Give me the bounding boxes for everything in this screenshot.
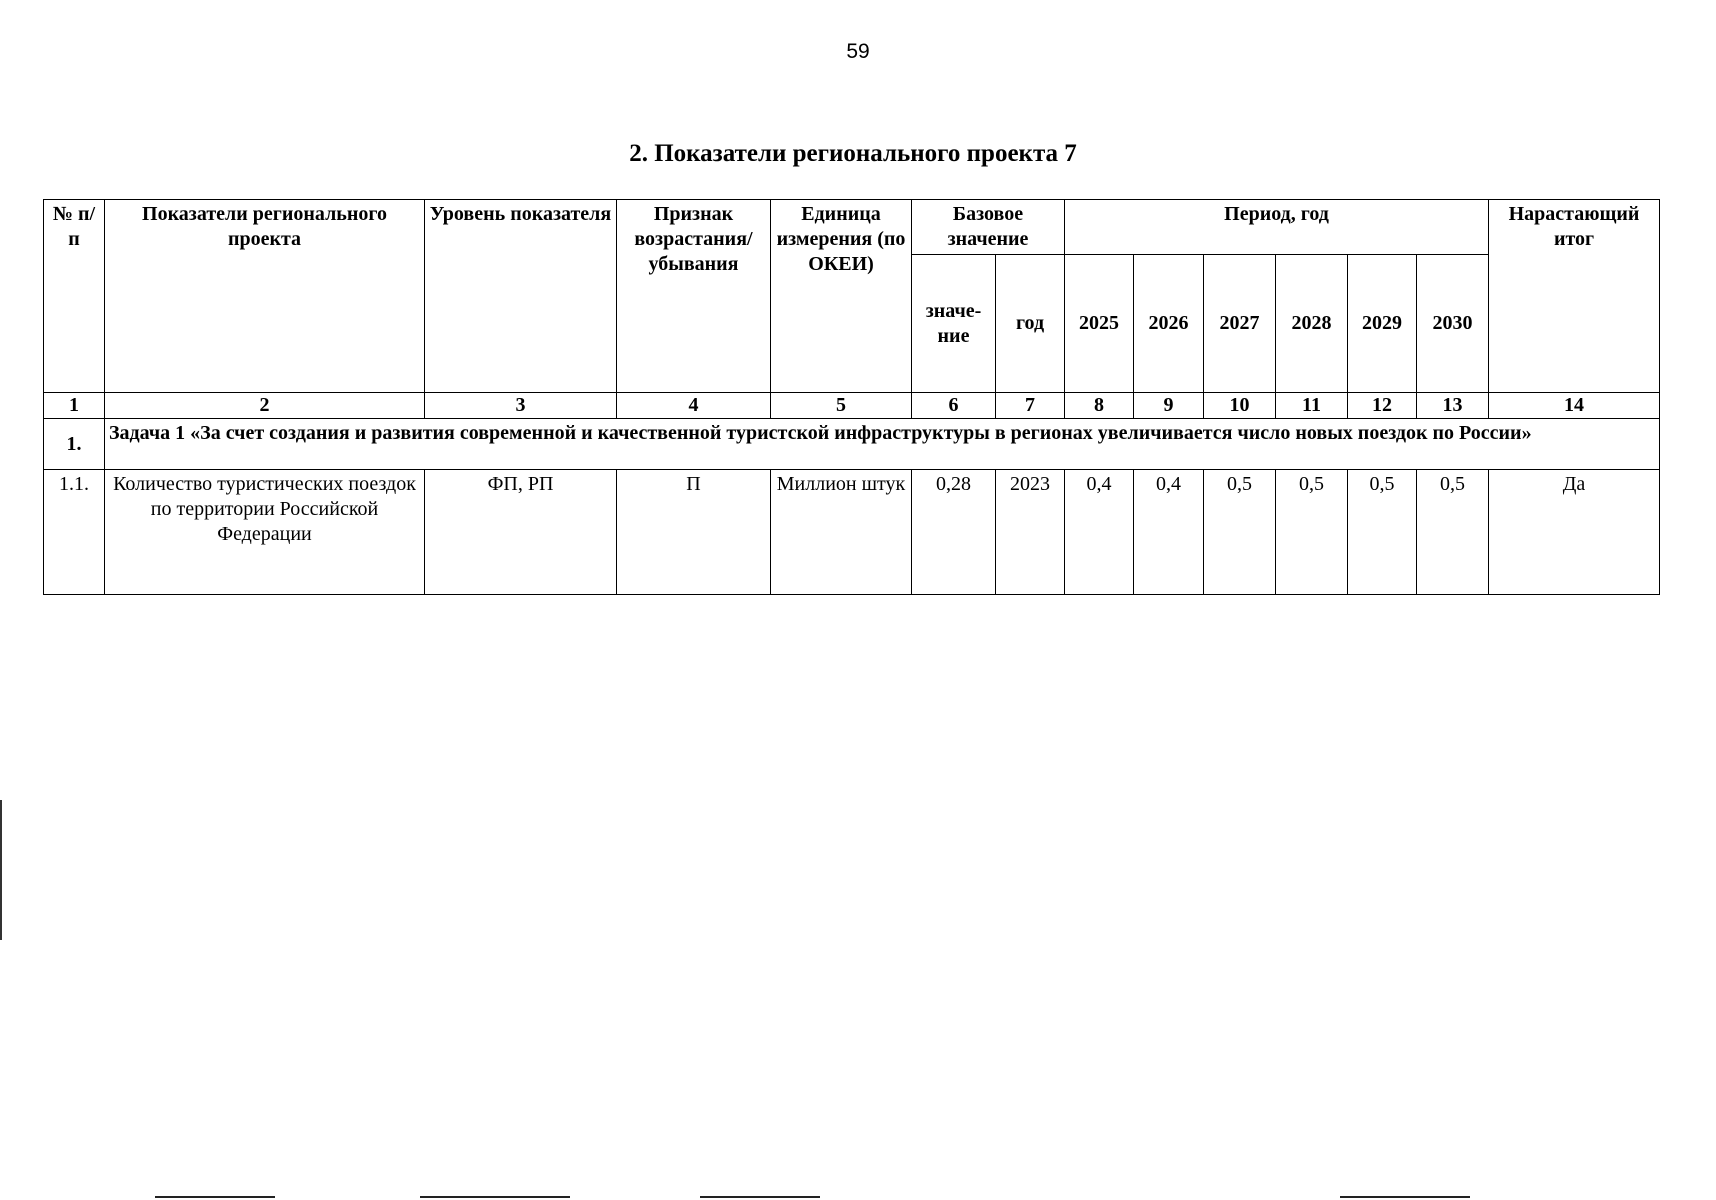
scan-line-mark — [420, 1196, 570, 1198]
header-row-top — [44, 200, 1660, 255]
column-number: 6 — [912, 393, 996, 419]
header-indicator: Показатели регионального проекта — [105, 200, 425, 393]
row-base-year: 2023 — [996, 470, 1065, 595]
row-indicator: Количество туристических поездок по территории Российской Федерации — [105, 470, 425, 595]
row-value-2030: 0,5 — [1417, 470, 1489, 595]
header-year: 2025 — [1065, 255, 1134, 393]
header-level: Уровень показателя — [425, 200, 617, 393]
row-value-2026: 0,4 — [1134, 470, 1204, 595]
row-value-2025: 0,4 — [1065, 470, 1134, 595]
header-year: 2029 — [1348, 255, 1417, 393]
scan-line-mark — [155, 1196, 275, 1198]
row-value-2029: 0,5 — [1348, 470, 1417, 595]
header-trend: Признак возрастания/ убывания — [617, 200, 771, 393]
header-year: 2026 — [1134, 255, 1204, 393]
page-number: 59 — [846, 40, 870, 63]
task-row — [44, 419, 1660, 470]
row-value-2028: 0,5 — [1276, 470, 1348, 595]
header-year: 2028 — [1276, 255, 1348, 393]
header-year: 2027 — [1204, 255, 1276, 393]
header-unit: Единица измерения (по ОКЕИ) — [771, 200, 912, 393]
column-number: 13 — [1417, 393, 1489, 419]
scan-line-mark — [1340, 1196, 1470, 1198]
task-text: Задача 1 «За счет создания и развития современной и качественной туристской инфраструктуры в регионах увеличивается число новых поездок по России» — [105, 419, 1660, 470]
column-number: 7 — [996, 393, 1065, 419]
header-year: 2030 — [1417, 255, 1489, 393]
task-number: 1. — [44, 419, 105, 470]
row-trend: П — [617, 470, 771, 595]
table-row — [44, 470, 1660, 595]
header-base: Базовое значение — [912, 200, 1065, 255]
column-number: 10 — [1204, 393, 1276, 419]
column-number: 9 — [1134, 393, 1204, 419]
column-number-row — [44, 393, 1660, 419]
scan-line-mark — [700, 1196, 820, 1198]
column-number: 4 — [617, 393, 771, 419]
column-number: 3 — [425, 393, 617, 419]
header-no: № п/п — [44, 200, 105, 393]
header-base-year: год — [996, 255, 1065, 393]
row-cumulative: Да — [1489, 470, 1660, 595]
section-title: 2. Показатели регионального проекта 7 — [629, 140, 1077, 167]
column-number: 1 — [44, 393, 105, 419]
column-number: 2 — [105, 393, 425, 419]
header-base-value: значе-ние — [912, 255, 996, 393]
column-number: 14 — [1489, 393, 1660, 419]
row-base-value: 0,28 — [912, 470, 996, 595]
column-number: 12 — [1348, 393, 1417, 419]
row-level: ФП, РП — [425, 470, 617, 595]
header-cumulative: Нарастающий итог — [1489, 200, 1660, 393]
header-period: Период, год — [1065, 200, 1489, 255]
scan-edge-mark — [0, 800, 2, 940]
row-value-2027: 0,5 — [1204, 470, 1276, 595]
row-unit: Миллион штук — [771, 470, 912, 595]
column-number: 5 — [771, 393, 912, 419]
row-number: 1.1. — [44, 470, 105, 595]
column-number: 11 — [1276, 393, 1348, 419]
column-number: 8 — [1065, 393, 1134, 419]
indicators-table — [43, 199, 1660, 595]
